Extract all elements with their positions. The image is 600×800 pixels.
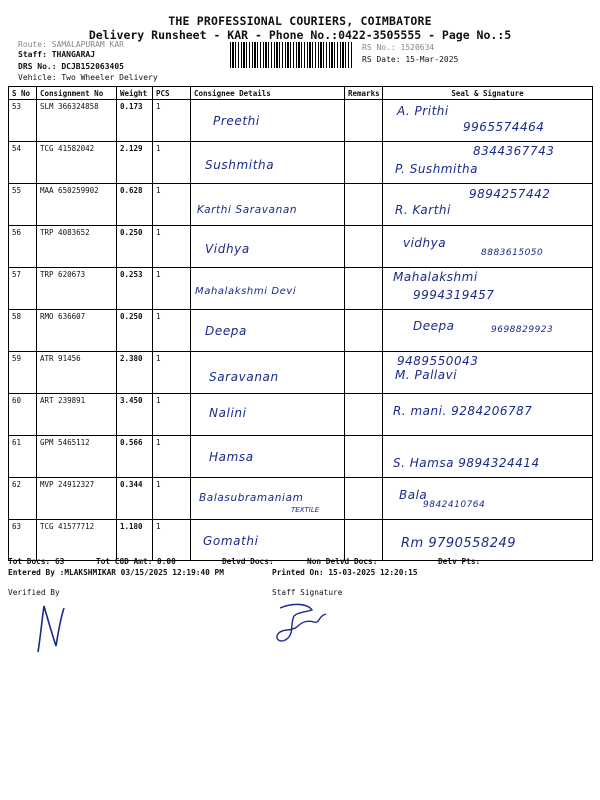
consignment-cell: SLM 366324858	[37, 100, 117, 142]
remarks-cell	[345, 436, 383, 478]
table-row	[9, 310, 593, 352]
weight-cell: 0.344	[117, 478, 153, 520]
consignee-cell	[191, 310, 345, 352]
remarks-cell	[345, 520, 383, 561]
signature-cell	[383, 226, 593, 268]
table-row	[9, 100, 593, 142]
sno-cell: 54	[9, 142, 37, 184]
entered-by: Entered By :MLAKSHMIKAR 03/15/2025 12:19:40 PM	[8, 568, 224, 577]
total-docs: Tot Docs: 63	[8, 557, 65, 566]
table-row	[9, 352, 593, 394]
runsheet-table	[8, 86, 593, 561]
weight-cell: 0.253	[117, 268, 153, 310]
sno-cell: 61	[9, 436, 37, 478]
verified-by-label: Verified By	[8, 588, 60, 597]
remarks-cell	[345, 394, 383, 436]
col-signature: Seal & Signature	[383, 87, 593, 100]
table-row	[9, 394, 593, 436]
signature-handwriting: R. mani. 9284206787	[393, 404, 533, 418]
route-label: Route: SAMALAPURAM KAR	[18, 40, 124, 49]
remarks-cell	[345, 352, 383, 394]
consignee-cell	[191, 184, 345, 226]
consignee-handwriting: Balasubramaniam	[199, 492, 304, 504]
weight-cell: 1.180	[117, 520, 153, 561]
signature-phone: 8344367743	[473, 144, 555, 158]
consignment-cell: TCG 41582042	[37, 142, 117, 184]
consignee-handwriting: Nalini	[209, 406, 247, 420]
consignee-handwriting: Hamsa	[209, 450, 254, 464]
vehicle-label: Vehicle: Two Wheeler Delivery	[18, 73, 158, 82]
signature-cell	[383, 184, 593, 226]
drs-number: DRS No.: DCJB152063405	[18, 62, 124, 71]
signature-cell	[383, 520, 593, 561]
col-pcs: PCS	[153, 87, 191, 100]
sno-cell: 62	[9, 478, 37, 520]
consignment-cell: GPM 5465112	[37, 436, 117, 478]
signature-handwriting: M. Pallavi	[395, 368, 458, 382]
staff-signature-icon	[268, 598, 338, 650]
consignment-cell: TCG 41577712	[37, 520, 117, 561]
signature-cell	[383, 478, 593, 520]
signature-handwriting: Deepa	[413, 319, 455, 333]
sno-cell: 58	[9, 310, 37, 352]
consignee-handwriting: Vidhya	[205, 242, 250, 256]
total-cod-amount: Tot COD Amt: 0.00	[96, 557, 176, 566]
table-row	[9, 436, 593, 478]
consignee-handwriting: Mahalakshmi Devi	[195, 286, 297, 297]
table-header-row	[9, 87, 593, 100]
sno-cell: 59	[9, 352, 37, 394]
consignee-cell	[191, 226, 345, 268]
remarks-cell	[345, 310, 383, 352]
consignee-cell	[191, 520, 345, 561]
sno-cell: 60	[9, 394, 37, 436]
col-weight: Weight	[117, 87, 153, 100]
pcs-cell: 1	[153, 142, 191, 184]
staff-signature-label: Staff Signature	[272, 588, 343, 597]
delivered-docs: Delvd Docs:	[222, 557, 274, 566]
sno-cell: 53	[9, 100, 37, 142]
weight-cell: 2.380	[117, 352, 153, 394]
pcs-cell: 1	[153, 520, 191, 561]
consignee-handwriting: Karthi Saravanan	[197, 204, 298, 216]
remarks-cell	[345, 142, 383, 184]
sno-cell: 55	[9, 184, 37, 226]
signature-phone: 9489550043	[397, 354, 479, 368]
signature-phone: 9698829923	[491, 325, 554, 335]
pcs-cell: 1	[153, 310, 191, 352]
weight-cell: 0.628	[117, 184, 153, 226]
weight-cell: 3.450	[117, 394, 153, 436]
signature-phone: 9994319457	[413, 288, 495, 302]
consignee-note: TEXTILE	[291, 506, 320, 514]
signature-cell	[383, 394, 593, 436]
non-delivered-docs: Non Delvd Docs:	[307, 557, 378, 566]
table-row	[9, 478, 593, 520]
pcs-cell: 1	[153, 436, 191, 478]
consignee-handwriting: Gomathi	[203, 534, 259, 548]
col-sno: S No	[9, 87, 37, 100]
remarks-cell	[345, 226, 383, 268]
col-consignment: Consignment No	[37, 87, 117, 100]
weight-cell: 0.173	[117, 100, 153, 142]
weight-cell: 0.566	[117, 436, 153, 478]
table-row	[9, 142, 593, 184]
consignee-cell	[191, 436, 345, 478]
signature-cell	[383, 100, 593, 142]
consignment-cell: MVP 24912327	[37, 478, 117, 520]
table-row	[9, 268, 593, 310]
signature-phone: 9965574464	[463, 120, 545, 134]
pcs-cell: 1	[153, 184, 191, 226]
table-row	[9, 520, 593, 561]
signature-cell	[383, 436, 593, 478]
signature-handwriting: Bala	[399, 488, 428, 502]
signature-phone: 9894257442	[469, 187, 551, 201]
signature-handwriting: R. Karthi	[395, 203, 451, 217]
pcs-cell: 1	[153, 100, 191, 142]
remarks-cell	[345, 268, 383, 310]
table-row	[9, 226, 593, 268]
consignee-cell	[191, 142, 345, 184]
signature-handwriting: P. Sushmitha	[395, 162, 478, 176]
consignee-handwriting: Deepa	[205, 324, 247, 338]
rs-date: RS Date: 15-Mar-2025	[362, 55, 459, 64]
barcode-icon	[230, 42, 352, 68]
sno-cell: 63	[9, 520, 37, 561]
printed-on: Printed On: 15-03-2025 12:20:15	[272, 568, 418, 577]
rs-number: RS No.: 1520634	[362, 43, 435, 52]
remarks-cell	[345, 184, 383, 226]
weight-cell: 2.129	[117, 142, 153, 184]
signature-cell	[383, 310, 593, 352]
signature-handwriting: Mahalakshmi	[393, 270, 478, 284]
company-title: THE PROFESSIONAL COURIERS, COIMBATORE	[168, 14, 432, 28]
pcs-cell: 1	[153, 352, 191, 394]
consignee-cell	[191, 352, 345, 394]
consignment-cell: MAA 650259902	[37, 184, 117, 226]
remarks-cell	[345, 100, 383, 142]
runsheet-title: Delivery Runsheet - KAR - Phone No.:0422-3505555 - Page No.:5	[88, 28, 512, 42]
signature-phone: 8883615050	[481, 248, 544, 258]
consignment-cell: ART 239891	[37, 394, 117, 436]
signature-cell	[383, 268, 593, 310]
consignee-handwriting: Preethi	[213, 114, 260, 128]
weight-cell: 0.250	[117, 226, 153, 268]
sno-cell: 57	[9, 268, 37, 310]
col-consignee: Consignee Details	[191, 87, 345, 100]
consignee-cell	[191, 100, 345, 142]
signature-phone: 9842410764	[423, 500, 486, 510]
consignment-cell: TRP 620673	[37, 268, 117, 310]
col-remarks: Remarks	[345, 87, 383, 100]
signature-handwriting: A. Prithi	[397, 104, 449, 118]
consignee-handwriting: Sushmitha	[205, 158, 275, 172]
verified-signature-icon	[30, 600, 70, 656]
consignee-cell	[191, 268, 345, 310]
consignee-cell	[191, 394, 345, 436]
weight-cell: 0.250	[117, 310, 153, 352]
signature-handwriting: S. Hamsa 9894324414	[393, 456, 540, 470]
pcs-cell: 1	[153, 226, 191, 268]
staff-label: Staff: THANGARAJ	[18, 50, 96, 59]
signature-handwriting: Rm 9790558249	[401, 536, 517, 551]
consignee-cell	[191, 478, 345, 520]
consignment-cell: ATR 91456	[37, 352, 117, 394]
remarks-cell	[345, 478, 383, 520]
signature-cell	[383, 352, 593, 394]
signature-handwriting: vidhya	[403, 236, 447, 250]
delivery-points: Delv Pts:	[438, 557, 481, 566]
pcs-cell: 1	[153, 268, 191, 310]
pcs-cell: 1	[153, 478, 191, 520]
consignment-cell: TRP 4083652	[37, 226, 117, 268]
signature-cell	[383, 142, 593, 184]
consignee-handwriting: Saravanan	[209, 370, 279, 384]
consignment-cell: RMO 636607	[37, 310, 117, 352]
pcs-cell: 1	[153, 394, 191, 436]
sno-cell: 56	[9, 226, 37, 268]
table-row	[9, 184, 593, 226]
